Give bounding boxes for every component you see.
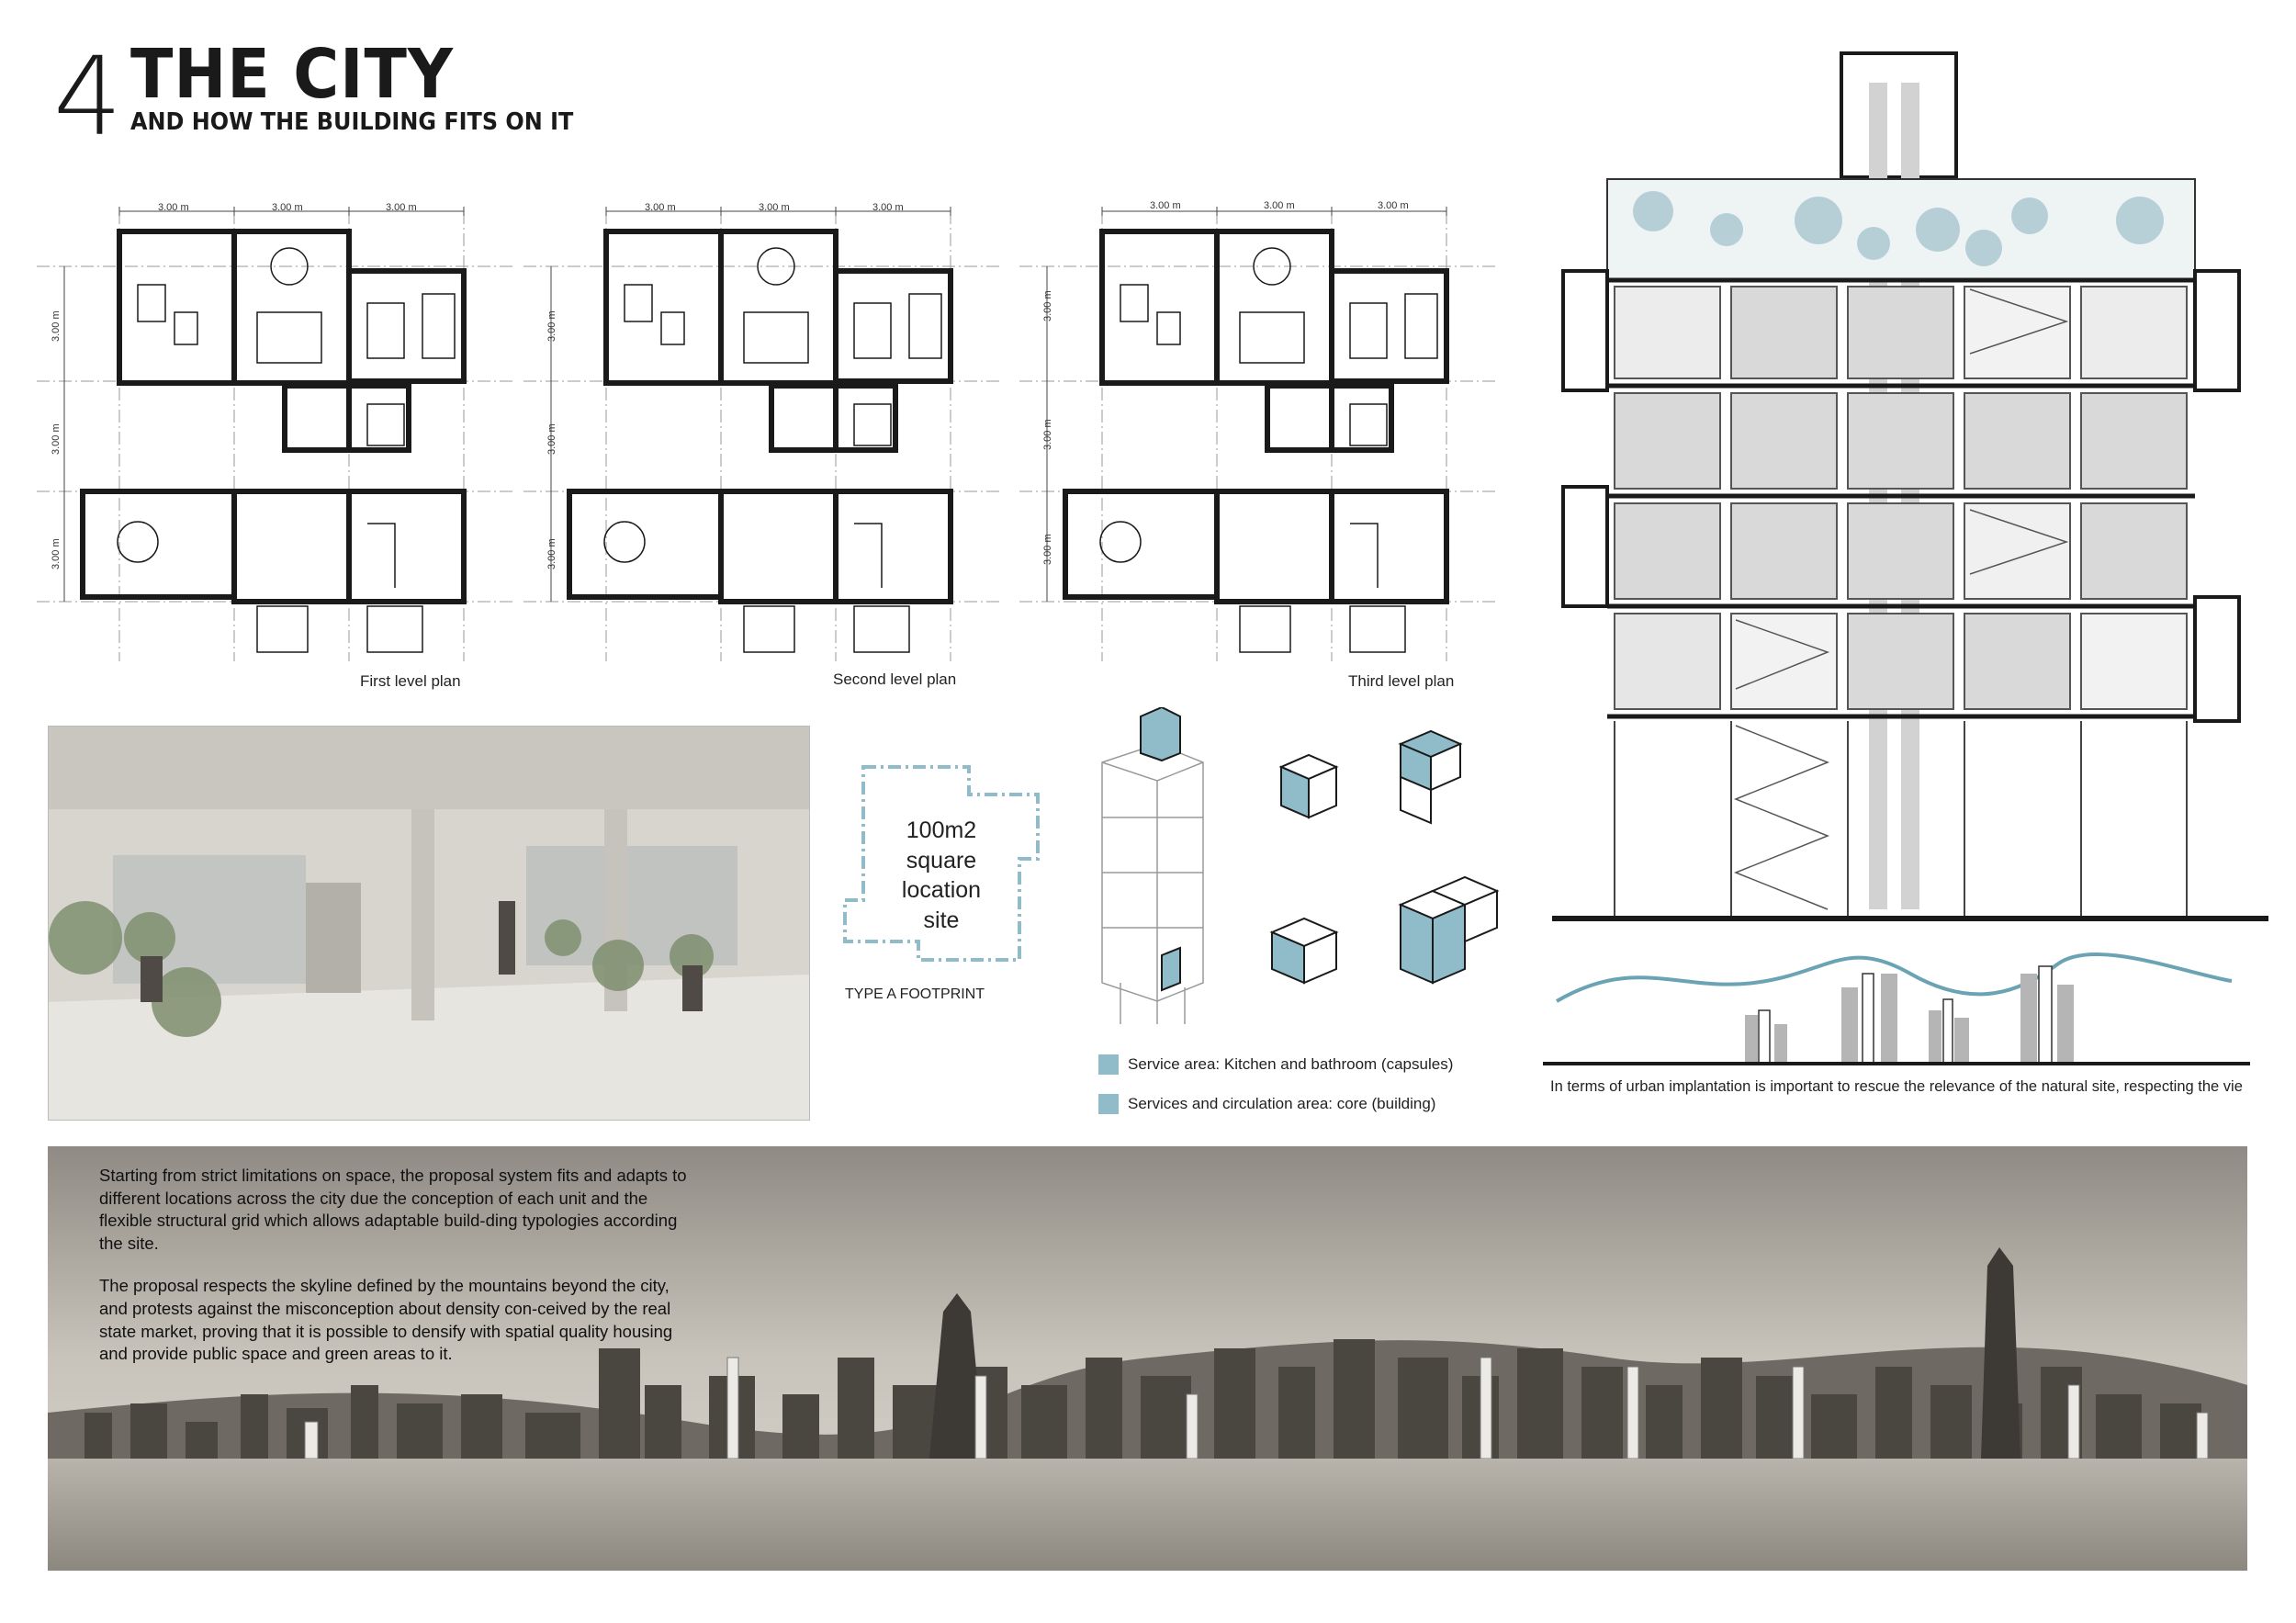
plan-2-dim-h-3: 3.00 m (872, 202, 904, 213)
plan-3-caption: Third level plan (1348, 672, 1455, 690)
footprint-line-1: 100m2 (906, 817, 977, 843)
legend-label-core: Services and circulation area: core (building) (1128, 1095, 1436, 1112)
plan-1-dim-h-3: 3.00 m (386, 202, 417, 213)
footprint-line-3: location (901, 877, 982, 903)
plan-2-dim-v-3: 3.00 m (546, 538, 557, 569)
urban-implantation-text: In terms of urban implantation is important to rescue the relevance of the natural site, respecting the vie (1550, 1078, 2243, 1095)
plan-2-dim-v-1: 3.00 m (546, 310, 557, 342)
plan-1-dim-v-3: 3.00 m (51, 538, 62, 569)
floor-plans-drawing (37, 184, 1525, 698)
legend-swatch-capsules (1098, 1054, 1119, 1075)
plan-3-dim-v-2: 3.00 m (1042, 419, 1053, 450)
plan-3-dim-h-1: 3.00 m (1150, 200, 1181, 211)
footprint-label (859, 816, 1024, 935)
footprint-caption: TYPE A FOOTPRINT (845, 986, 985, 1002)
section-number: 4 (53, 33, 123, 160)
plan-2-dim-h-2: 3.00 m (759, 202, 790, 213)
plan-3-dim-h-3: 3.00 m (1378, 200, 1409, 211)
page-title: THE CITY (130, 35, 455, 114)
plan-3-dim-v-1: 3.00 m (1042, 290, 1053, 321)
plan-2-dim-v-2: 3.00 m (546, 423, 557, 455)
plan-1-dim-h-2: 3.00 m (272, 202, 303, 213)
skyline-paragraph-1: Starting from strict limitations on space, the proposal system fits and adapts to different locations across the city due the conception of each unit and the flexible structural grid which allows adaptable build-ding typologies according the site. (99, 1166, 687, 1253)
urban-skyline-sketch (1543, 937, 2250, 1075)
legend-label-capsules: Service area: Kitchen and bathroom (capsules) (1128, 1055, 1454, 1073)
plan-1-dim-h-1: 3.00 m (158, 202, 189, 213)
interior-render-image (48, 726, 810, 1121)
footprint-line-2: square (906, 847, 977, 873)
footprint-line-4: site (923, 907, 960, 933)
plan-3-dim-h-2: 3.00 m (1264, 200, 1295, 211)
skyline-description (99, 1165, 687, 1386)
building-section-drawing (1552, 46, 2278, 928)
plan-1-dim-v-1: 3.00 m (51, 310, 62, 342)
capsule-isometric-diagram (1084, 707, 1543, 1047)
skyline-paragraph-2: The proposal respects the skyline defined by the mountains beyond the city, and protests against the misconception about density con-ceived by the real state market, proving that it is possible to densify with spatial quality housing and provide public space and green areas to it. (99, 1276, 673, 1364)
plan-1-caption: First level plan (360, 672, 461, 690)
legend-swatch-core (1098, 1094, 1119, 1114)
plan-3-dim-v-3: 3.00 m (1042, 534, 1053, 565)
page-subtitle: AND HOW THE BUILDING FITS ON IT (130, 108, 574, 136)
plan-1-dim-v-2: 3.00 m (51, 423, 62, 455)
plan-2-caption: Second level plan (833, 671, 957, 688)
plan-2-dim-h-1: 3.00 m (645, 202, 676, 213)
